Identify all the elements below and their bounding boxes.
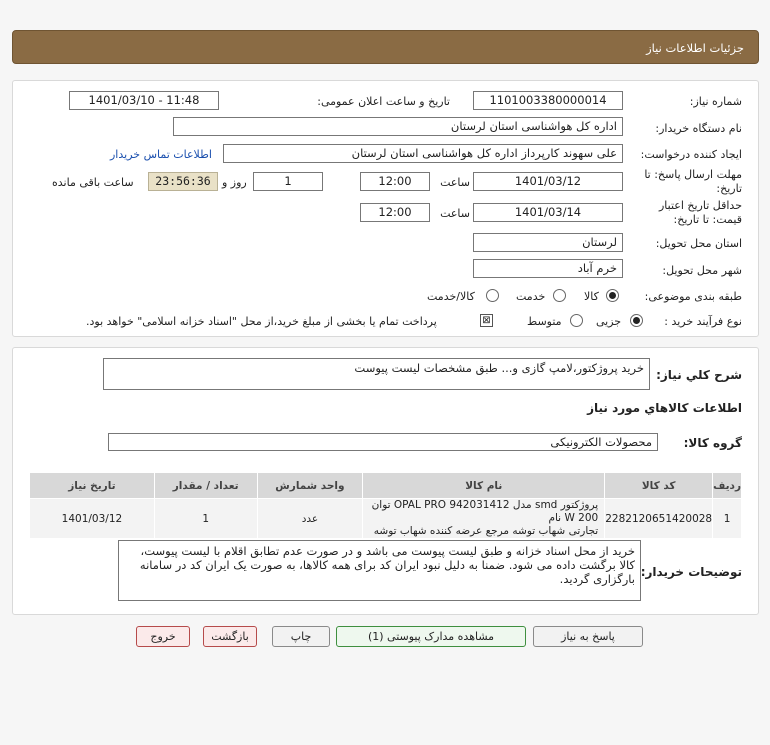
reply-button[interactable]: پاسخ به نیاز — [533, 626, 643, 647]
goods-table-header-row — [30, 473, 742, 499]
process-medium-label: متوسط — [527, 315, 562, 328]
buyer-org-label: نام دستگاه خریدار: — [655, 122, 742, 135]
province-label: استان محل تحویل: — [655, 237, 742, 250]
category-goods-label: کالا — [584, 290, 599, 303]
price-validity-label — [659, 199, 742, 227]
exit-button[interactable]: خروج — [136, 626, 190, 647]
buyer-notes-label: توضیحات خریدار: — [640, 565, 742, 579]
reply-deadline-label — [644, 168, 742, 196]
col-row: ردیف — [713, 473, 742, 499]
city-label: شهر محل تحویل: — [662, 264, 742, 277]
goods-info-title: اطلاعات کالاهاي مورد نياز — [587, 401, 742, 415]
category-service-label: خدمت — [516, 290, 546, 303]
days-field[interactable]: 1 — [253, 172, 323, 191]
buyer-org-field[interactable]: اداره کل هواشناسی استان لرستان — [173, 117, 623, 136]
page-title: جزئیات اطلاعات نیاز — [646, 41, 744, 55]
category-goods-service-label: کالا/خدمت — [427, 290, 475, 303]
reply-time-field[interactable]: 12:00 — [360, 172, 430, 191]
remaining-label: ساعت باقی مانده — [52, 176, 134, 189]
cell-name-line2: تجارتی شهاب توشه مرجع عرضه کننده شهاب توشه — [373, 525, 599, 537]
goods-table — [29, 472, 742, 539]
summary-label: شرح کلي نياز: — [656, 368, 742, 382]
cell-name — [363, 499, 605, 539]
process-minor-label: جزیی — [596, 315, 622, 328]
days-label: روز و — [222, 176, 247, 189]
province-field[interactable]: لرستان — [473, 233, 623, 252]
need-number-label: شماره نیاز: — [689, 95, 742, 108]
process-type-label: نوع فرآیند خرید : — [664, 315, 742, 328]
need-number-field[interactable]: 1101003380000014 — [473, 91, 623, 110]
price-validity-label-line2: قیمت: تا تاریخ: — [673, 213, 742, 226]
col-name: نام کالا — [363, 473, 605, 499]
treasury-checkbox[interactable]: ⊠ — [480, 314, 493, 327]
reply-time-label: ساعت — [440, 176, 470, 189]
col-qty: تعداد / مقدار — [154, 473, 257, 499]
attachments-button[interactable]: مشاهده مدارک پیوستی (1) — [336, 626, 526, 647]
validity-time-label: ساعت — [440, 207, 470, 220]
creator-label: ایجاد کننده درخواست: — [640, 148, 742, 161]
process-minor-radio[interactable] — [630, 314, 643, 327]
buyer-notes-field[interactable]: خرید از محل اسناد خزانه و طبق لیست پیوست می باشد و در صورت عدم تطابق اقلام با لیست پیوست، کالا برگشت داده می شود. ضمنا به دلیل نبود ایران کد برای همه کالاها، به صورت یک ایران کد در سامانه بارگزاری گردید. — [118, 540, 641, 601]
category-label: طبقه بندی موضوعی: — [644, 290, 742, 303]
cell-unit: عدد — [257, 499, 363, 539]
cell-date: 1401/03/12 — [30, 499, 155, 539]
summary-field[interactable]: خرید پروژکتور،لامپ گازی و... طبق مشخصات لیست پیوست — [103, 358, 650, 390]
col-unit: واحد شمارش — [257, 473, 363, 499]
col-date: تاریخ نیاز — [30, 473, 155, 499]
category-service-radio[interactable] — [553, 289, 566, 302]
cell-code: 2282120651420028 — [605, 499, 713, 539]
treasury-note: پرداخت تمام یا بخشی از مبلغ خرید،از محل "اسناد خزانه اسلامی" خواهد بود. — [86, 315, 437, 328]
back-button[interactable]: بازگشت — [203, 626, 257, 647]
col-code: کد کالا — [605, 473, 713, 499]
reply-deadline-label-line2: تاریخ: — [716, 182, 742, 195]
price-validity-label-line1: حداقل تاریخ اعتبار — [658, 199, 742, 212]
category-goods-radio[interactable] — [606, 289, 619, 302]
reply-date-field[interactable]: 1401/03/12 — [473, 172, 623, 191]
goods-group-field[interactable]: محصولات الکترونیکی — [108, 433, 658, 451]
buyer-contact-link[interactable]: اطلاعات تماس خریدار — [110, 148, 212, 161]
city-field[interactable]: خرم آباد — [473, 259, 623, 278]
reply-deadline-label-line1: مهلت ارسال پاسخ: تا — [644, 168, 742, 181]
table-row[interactable] — [30, 499, 742, 539]
page-header — [12, 30, 759, 64]
remaining-time-field: 23:56:36 — [148, 172, 218, 191]
creator-field[interactable]: علی سهوند کارپرداز اداره کل هواشناسی استان لرستان — [223, 144, 623, 163]
print-button[interactable]: چاپ — [272, 626, 330, 647]
cell-qty: 1 — [154, 499, 257, 539]
announce-field[interactable]: 1401/03/10 - 11:48 — [69, 91, 219, 110]
cell-name-line1: پروژکتور smd مدل OPAL PRO 942031412 توان 200 W نام — [371, 499, 599, 524]
cell-row: 1 — [713, 499, 742, 539]
validity-time-field[interactable]: 12:00 — [360, 203, 430, 222]
category-goods-service-radio[interactable] — [486, 289, 499, 302]
process-medium-radio[interactable] — [570, 314, 583, 327]
goods-group-label: گروه کالا: — [683, 436, 742, 450]
validity-date-field[interactable]: 1401/03/14 — [473, 203, 623, 222]
announce-label: تاریخ و ساعت اعلان عمومی: — [317, 95, 450, 108]
